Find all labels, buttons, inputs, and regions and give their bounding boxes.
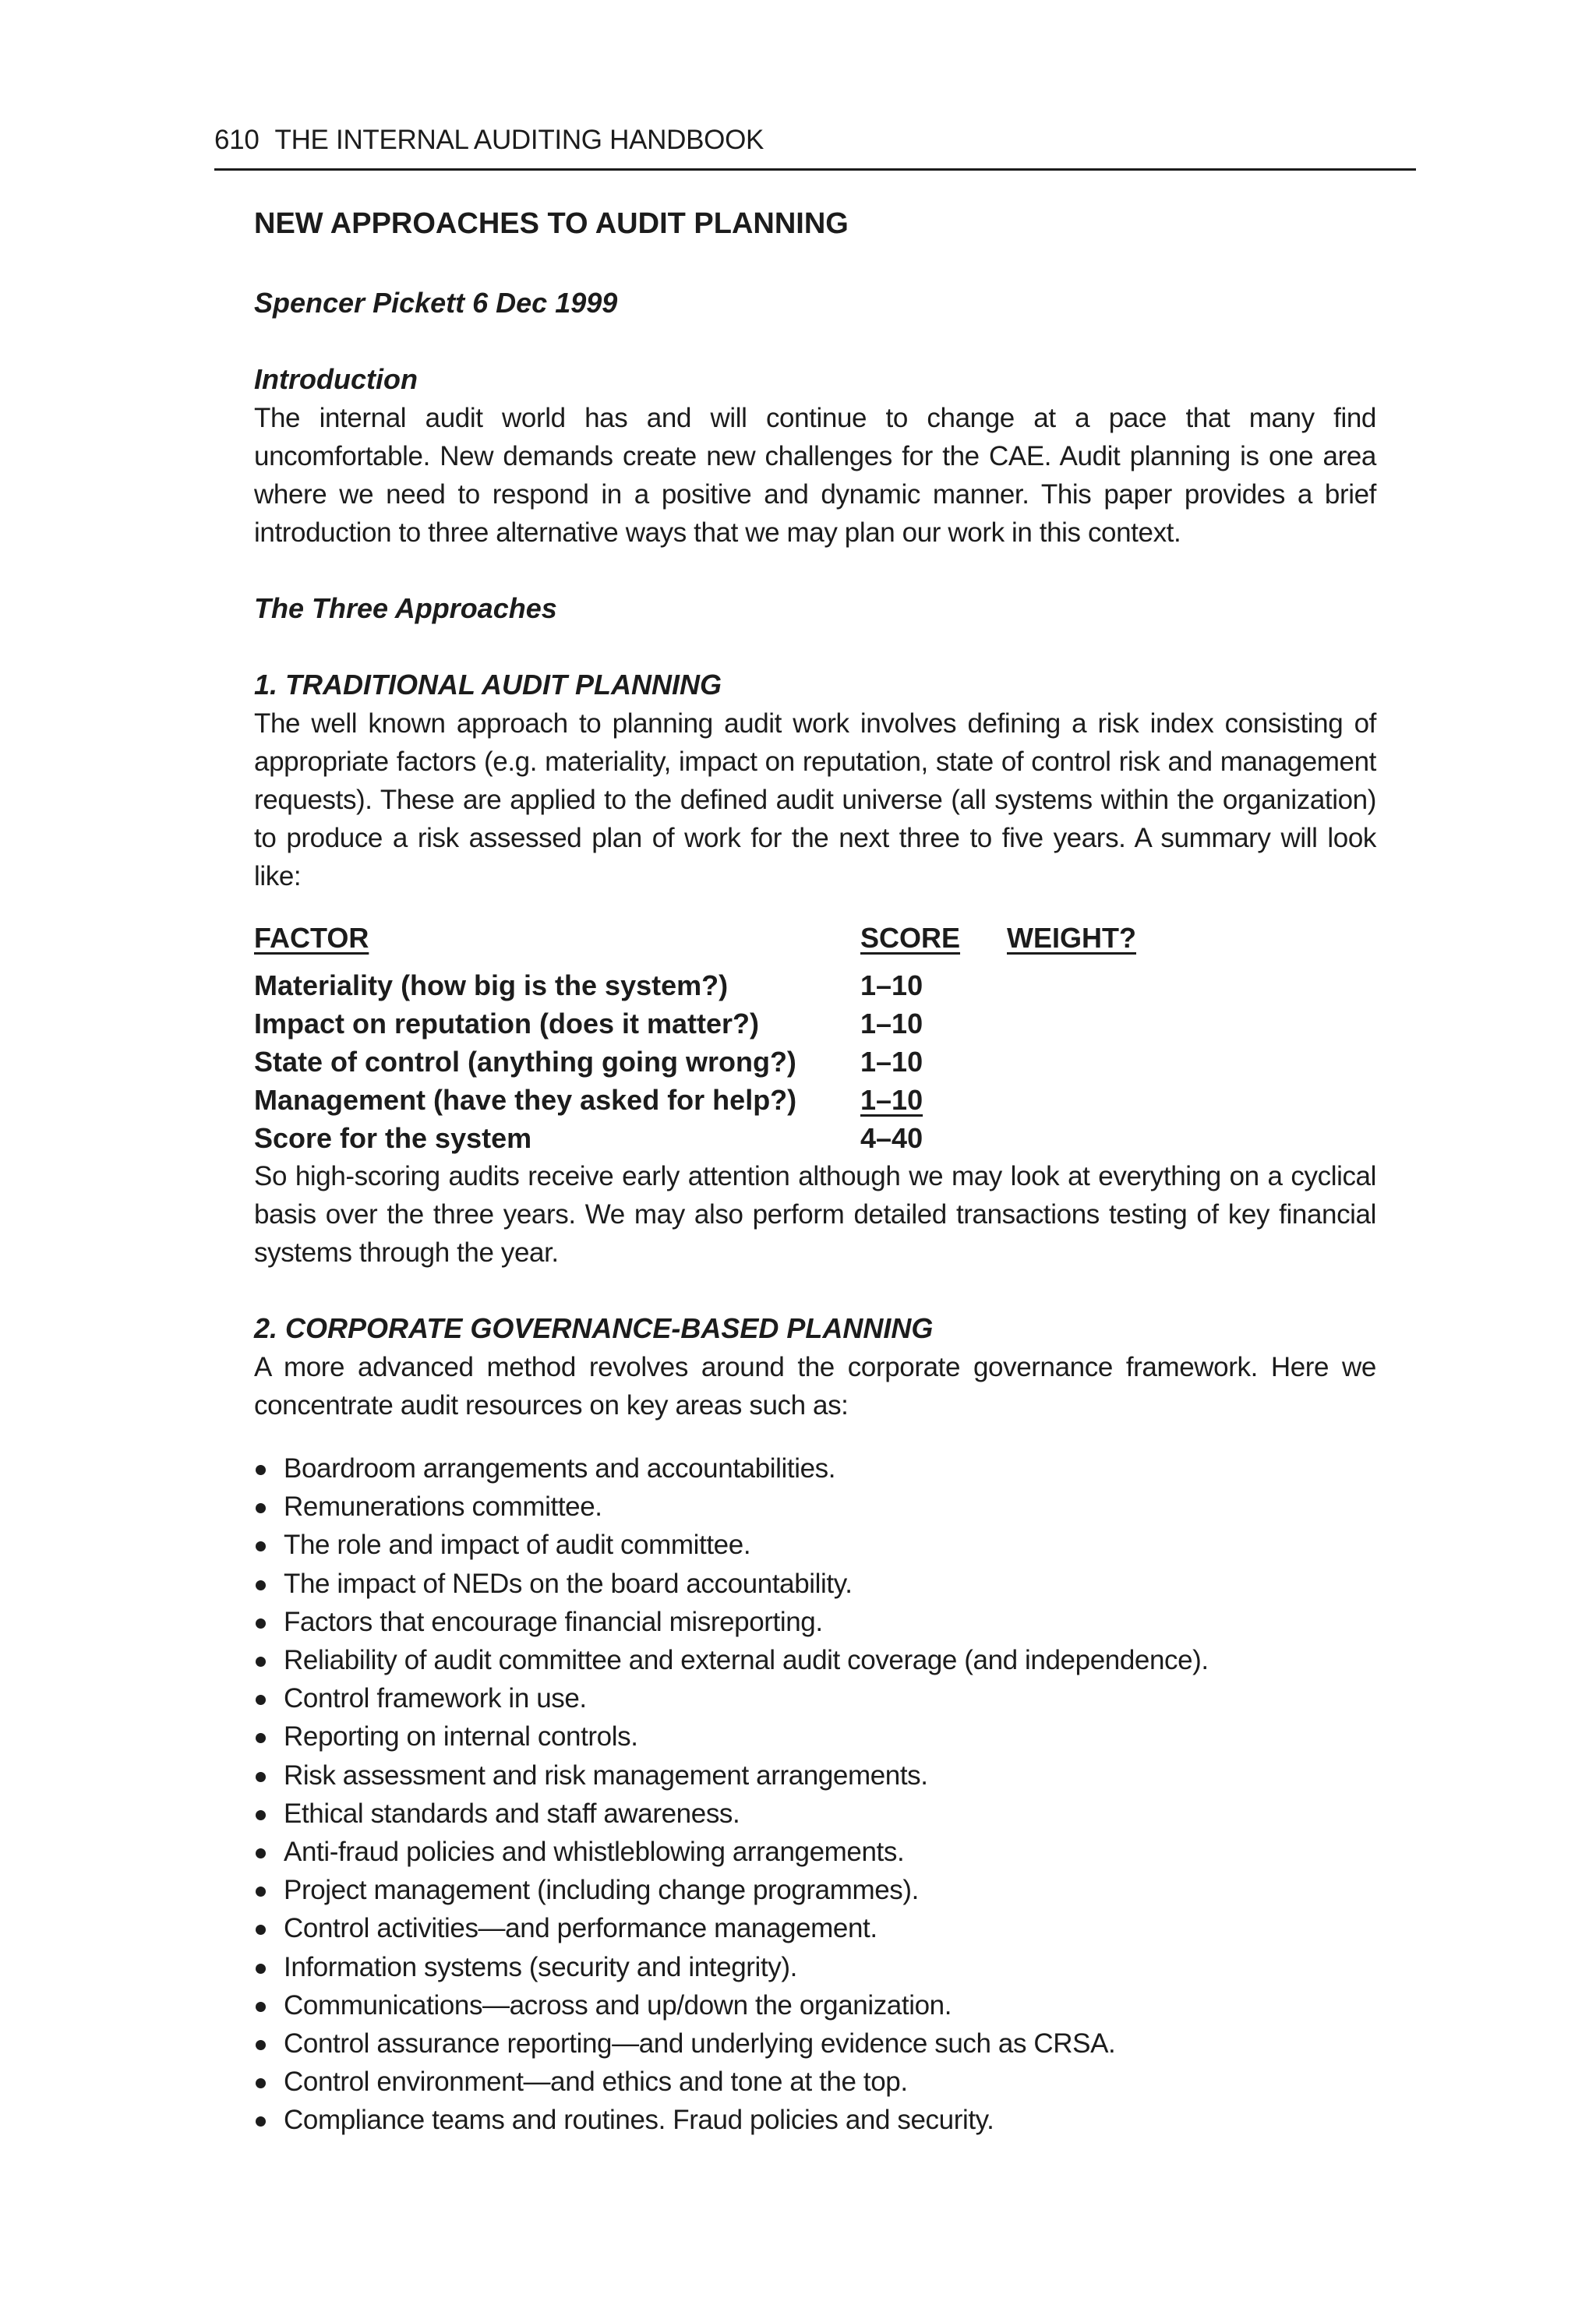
list-item: Reliability of audit committee and external audit coverage (and independence).: [254, 1641, 1376, 1679]
list-item: Compliance teams and routines. Fraud policies and security.: [254, 2101, 1376, 2139]
list-item: Reporting on internal controls.: [254, 1717, 1376, 1756]
factor-cell: Management (have they asked for help?): [254, 1084, 797, 1116]
score-cell: 1–10: [860, 969, 923, 1001]
factor-cell: Materiality (how big is the system?): [254, 969, 729, 1001]
table-header-weight: WEIGHT?: [1007, 922, 1136, 954]
page-number: 610: [214, 125, 260, 155]
list-item: Factors that encourage financial misreporting.: [254, 1603, 1376, 1641]
governance-areas-list: [254, 1449, 1376, 2140]
risk-factor-table: [254, 919, 1136, 1157]
header-rule: [214, 168, 1416, 171]
table-header-score: SCORE: [860, 922, 961, 954]
list-item: Control assurance reporting—and underlying evidence such as CRSA.: [254, 2024, 1376, 2063]
list-item: Ethical standards and staff awareness.: [254, 1795, 1376, 1833]
section1-heading: 1. TRADITIONAL AUDIT PLANNING: [254, 669, 722, 701]
score-cell: 1–10: [860, 1046, 923, 1078]
list-item: Anti-fraud policies and whistleblowing arrangements.: [254, 1833, 1376, 1871]
section1-paragraph: The well known approach to planning audit work involves defining a risk index consisting of appropriate factors (e.g. materiality, impact on reputation, state of control risk and management requests). These are applied to the defined audit universe (all systems within the organization) to produce a risk assessed plan of work for the next three to five years. A summary will look like:: [254, 708, 1376, 891]
table-row: [254, 1043, 1136, 1081]
page-content: [254, 195, 1376, 2140]
running-title: THE INTERNAL AUDITING HANDBOOK: [274, 125, 764, 155]
article-title: NEW APPROACHES TO AUDIT PLANNING: [254, 207, 849, 240]
score-cell: 4–40: [860, 1122, 923, 1154]
table-total-row: [254, 1119, 1136, 1157]
table-header-factor: FACTOR: [254, 922, 369, 954]
factor-cell: State of control (anything going wrong?): [254, 1046, 796, 1078]
list-item: The role and impact of audit committee.: [254, 1526, 1376, 1564]
score-cell: 1–10: [860, 1008, 923, 1039]
introduction-paragraph: The internal audit world has and will continue to change at a pace that many find uncomfortable. New demands create new challenges for the CAE. Audit planning is one area where we need to respond in a positive and dynamic manner. This paper provides a brief introduction to three alternative ways that we may plan our work in this context.: [254, 403, 1376, 548]
list-item: Communications—across and up/down the organization.: [254, 1986, 1376, 2024]
section2-heading: 2. CORPORATE GOVERNANCE-BASED PLANNING: [254, 1312, 934, 1344]
list-item: Risk assessment and risk management arrangements.: [254, 1756, 1376, 1795]
score-cell: 1–10: [860, 1084, 923, 1116]
table-row: [254, 1004, 1136, 1043]
table-row: [254, 1081, 1136, 1119]
list-item: Control environment—and ethics and tone at the top.: [254, 2063, 1376, 2101]
article-byline: Spencer Pickett 6 Dec 1999: [254, 287, 618, 319]
table-row: [254, 966, 1136, 1004]
list-item: Information systems (security and integrity).: [254, 1948, 1376, 1986]
list-item: Boardroom arrangements and accountabilities.: [254, 1449, 1376, 1488]
list-item: The impact of NEDs on the board accountability.: [254, 1565, 1376, 1603]
factor-cell: Score for the system: [254, 1122, 532, 1154]
introduction-heading: Introduction: [254, 363, 418, 395]
list-item: Control activities—and performance management.: [254, 1909, 1376, 1947]
running-header: [214, 117, 1414, 164]
list-item: Project management (including change programmes).: [254, 1871, 1376, 1909]
factor-cell: Impact on reputation (does it matter?): [254, 1008, 760, 1039]
list-item: Remunerations committee.: [254, 1488, 1376, 1526]
table-header-row: [254, 919, 1136, 966]
approaches-heading: The Three Approaches: [254, 592, 557, 624]
section2-paragraph: A more advanced method revolves around the corporate governance framework. Here we concentrate audit resources on key areas such as:: [254, 1352, 1376, 1421]
section1-followup-paragraph: So high-scoring audits receive early attention although we may look at everything on a cyclical basis over the three years. We may also perform detailed transactions testing of key financial systems through the year.: [254, 1161, 1376, 1268]
list-item: Control framework in use.: [254, 1679, 1376, 1717]
